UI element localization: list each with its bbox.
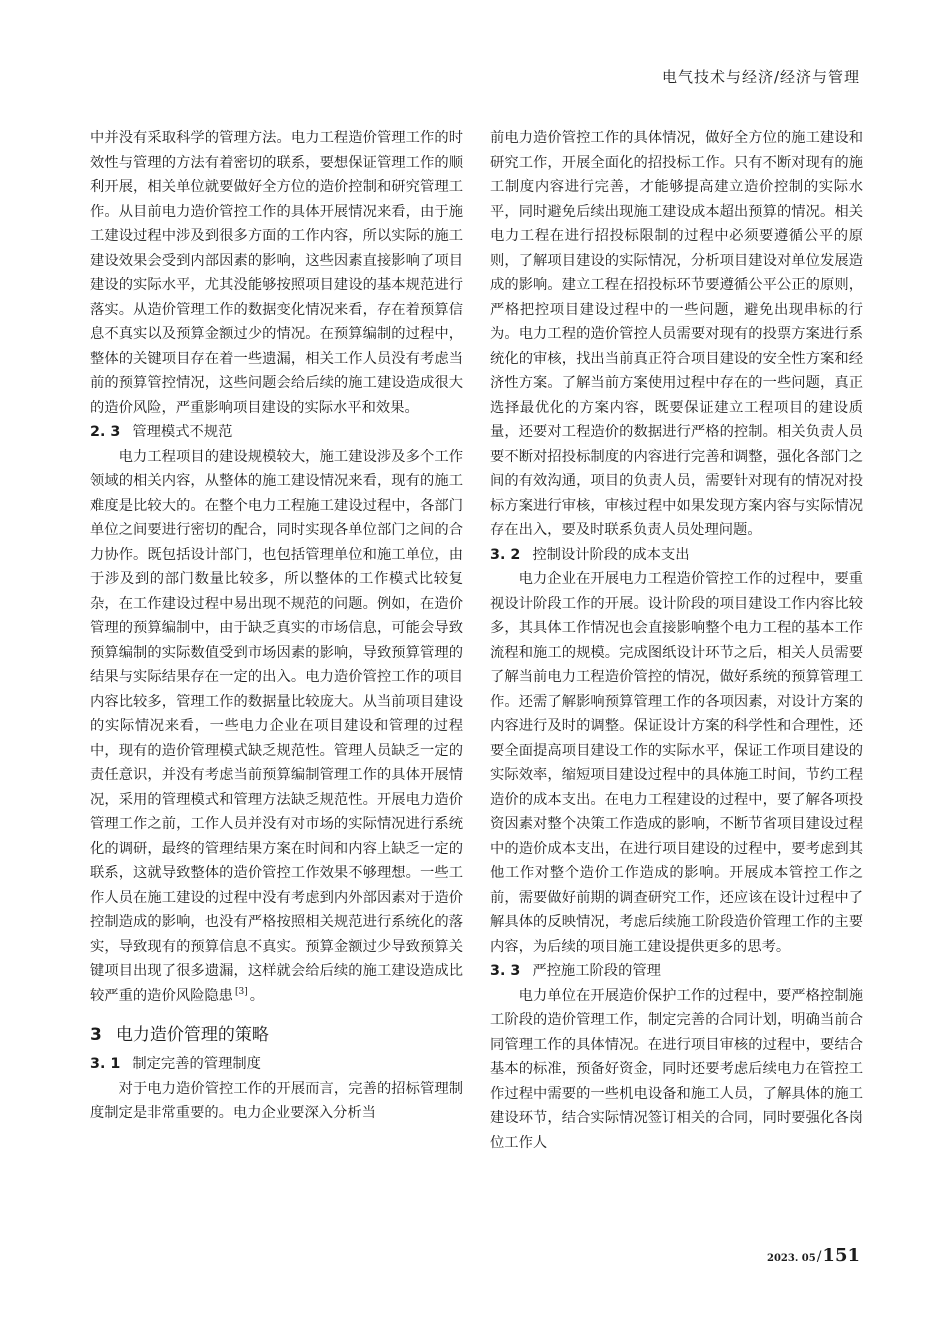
section-title: 严控施工阶段的管理 (532, 963, 661, 979)
page-number: 151 (822, 1245, 860, 1266)
section-number: 3. 3 (490, 963, 521, 979)
chapter-number: 3 (90, 1025, 102, 1045)
section-heading-3-3 (490, 959, 863, 984)
left-column (90, 126, 463, 1126)
paragraph-3-3: 电力单位在开展造价保护工作的过程中，要严格控制施工阶段的造价管理工作，制定完善的合同计划，明确当前合同管理工作的具体情况。在进行项目审核的过程中，要结合基本的标准，预备好资金，同时还要考虑后续电力在管控工作过程中需要的一些机电设备和施工人员，了解具体的施工建设环节，结合实际情况签订相关的合同，同时要强化各岗位工作人 (490, 987, 863, 1151)
section-heading-2-3 (90, 420, 463, 445)
paragraph-2-3 (90, 445, 463, 1009)
paragraph-3-2: 电力企业在开展电力工程造价管控工作的过程中，要重视设计阶段工作的开展。设计阶段的项目建设工作内容比较多，其具体工作情况也会直接影响整个电力工程的基本工作流程和施工的规模。完成图纸设计环节之后，相关人员需要了解当前电力工程造价管控的情况，做好系统的预算管理工作。还需了解影响预算管理工作的各项因素，对设计方案的内容进行及时的调整。保证设计方案的科学性和合理性，还要全面提高项目建设工作的实际水平，保证工作项目建设的实际效率，缩短项目建设过程中的具体施工时间，节约工程造价的成本支出。在电力工程建设的过程中，要了解各项投资因素对整个决策工作造成的影响，不断节省项目建设过程中的造价成本支出，在进行项目建设的过程中，要考虑到其他工作对整个造价工作造成的影响。开展成本管控工作之前，需要做好前期的调查研究工作，还应该在设计过程中了解具体的反映情况，考虑后续施工阶段造价管理工作的主要内容，为后续的项目施工建设提供更多的思考。 (490, 571, 863, 955)
paragraph-intro: 中并没有采取科学的管理方法。电力工程造价管理工作的时效性与管理的方法有着密切的联系，要想保证管理工作的顺利开展，相关单位就要做好全方位的造价控制和研究管理工作。从目前电力造价管控工作的具体开展情况来看，由于施工建设过程中涉及到很多方面的工作内容，所以实际的施工建设效果会受到内部因素的影响，这些因素直接影响了项目建设的实际水平，尤其没能够按照项目建设的基本规范进行落实。从造价管理工作的数据变化情况来看，存在着预算信息不真实以及预算金额过少的情况。在预算编制的过程中，整体的关键项目存在着一些遗漏，相关工作人员没有考虑当前的预算管控情况，这些问题会给后续的施工建设造成很大的造价风险，严重影响项目建设的实际水平和效果。 (90, 130, 463, 416)
folio-separator: / (816, 1249, 822, 1265)
right-column (490, 126, 863, 1155)
paragraph-3-1-continued: 前电力造价管控工作的具体情况，做好全方位的施工建设和研究工作，开展全面化的招投标工作。只有不断对现有的施工制度内容进行完善，才能够提高建立造价控制的实际水平，同时避免后续出现施工建设成本超出预算的情况。相关电力工程在进行招投标限制的过程中必须要遵循公平的原则，了解项目建设的实际情况，分析项目建设对单位发展造成的影响。建立工程在招投标环节要遵循公平公正的原则，严格把控项目建设过程中的一些问题，避免出现串标的行为。电力工程的造价管控人员需要对现有的投票方案进行系统化的审核，找出当前真正符合项目建设的安全性方案和经济性方案。了解当前方案使用过程中存在的一些问题，真正选择最优化的方案内容，既要保证建立工程项目的建设质量，还要对工程造价的数据进行严格的控制。相关负责人员要不断对招投标制度的内容进行完善和调整，强化各部门之间的有效沟通，项目的负责人员，需要针对现有的情况对投标方案进行审核，审核过程中如果发现方案内容与实际情况存在出入，要及时联系负责人员处理问题。 (490, 130, 863, 538)
running-head: 电气技术与经济/经济与管理 (661, 68, 860, 86)
issue-date: 2023. 05 (766, 1253, 816, 1264)
paragraph-text: 电力工程项目的建设规模较大，施工建设涉及多个工作领域的相关内容，从整体的施工建设情况来看，现有的施工难度是比较大的。在整个电力工程施工建设过程中，各部门单位之间要进行密切的配合，同时实现各单位部门之间的合力协作。既包括设计部门，也包括管理单位和施工单位，由于涉及到的部门数量比较多，所以整体的工作模式比较复杂，在工作建设过程中易出现不规范的问题。例如，在造价管理的预算编制中，由于缺乏真实的市场信息，可能会导致预算编制的实际数值受到市场因素的影响，导致预算管理的结果与实际结果存在一定的出入。电力造价管控工作的项目内容比较多，管理工作的数据量比较庞大。从当前项目建设的实际情况来看，一些电力企业在项目建设和管理的过程中，现有的造价管理模式缺乏规范性。管理人员缺乏一定的责任意识，并没有考虑当前预算编制管理工作的具体开展情况，采用的管理模式和管理方法缺乏规范性。开展电力造价管理工作之前，工作人员并没有对市场的实际情况进行系统化的调研，最终的管理结果方案在时间和内容上缺乏一定的联系，这就导致整体的造价管控工作效果不够理想。一些工作人员在施工建设的过程中没有考虑到内外部因素对于造价控制造成的影响，也没有严格按照相关规范进行系统化的落实，导致现有的预算信息不真实。预算金额过少导致预算关键项目出现了很多遗漏，这样就会给后续的施工建设造成比较严重的造价风险隐患 (90, 448, 463, 1004)
section-number: 3. 1 (90, 1056, 121, 1072)
section-number: 3. 2 (490, 546, 521, 563)
citation-ref: [3] (234, 986, 248, 997)
section-number: 2. 3 (90, 424, 121, 440)
chapter-heading-3 (90, 1022, 463, 1048)
chapter-title: 电力造价管理的策略 (115, 1025, 269, 1045)
page-footer (767, 1245, 860, 1266)
paragraph-3-1: 对于电力造价管控工作的开展而言，完善的招标管理制度制定是非常重要的。电力企业要深入分析当 (90, 1080, 463, 1121)
section-title: 控制设计阶段的成本支出 (532, 546, 690, 563)
section-heading-3-2 (490, 543, 863, 568)
section-title: 管理模式不规范 (132, 424, 233, 440)
section-title: 制定完善的管理制度 (132, 1056, 261, 1072)
paragraph-end: 。 (249, 987, 265, 1004)
section-heading-3-1 (90, 1052, 463, 1077)
